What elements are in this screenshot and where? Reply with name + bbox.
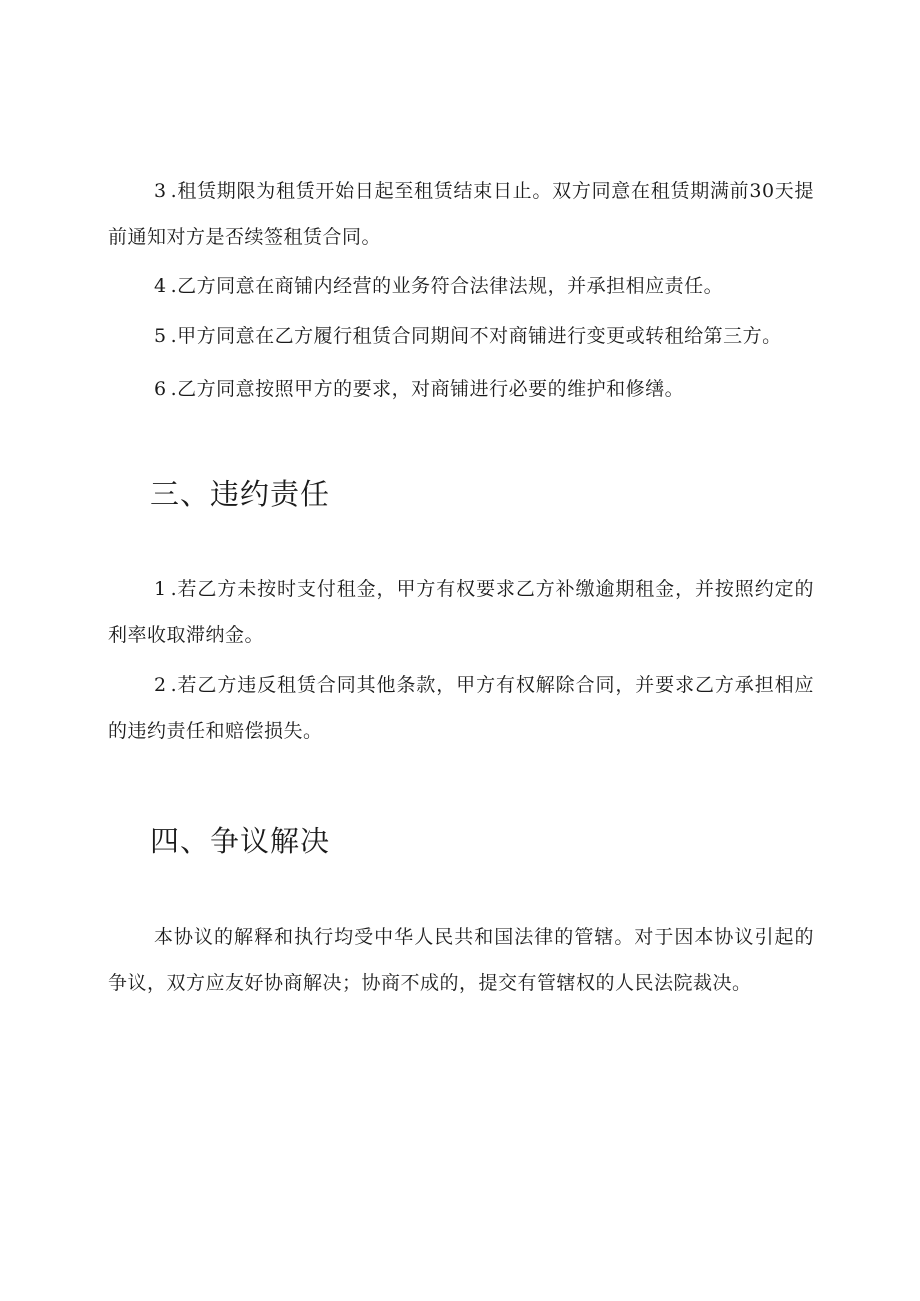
breach-clause-2 <box>108 662 814 754</box>
clause-number: 6 <box>154 378 167 400</box>
clause-number: 2 <box>154 674 167 696</box>
clause-text: .乙方同意按照甲方的要求，对商铺进行必要的维护和修缮。 <box>170 378 685 400</box>
clause-number: 3 <box>154 180 167 202</box>
clause-number: 4 <box>154 275 167 297</box>
breach-clause-1 <box>108 566 814 658</box>
clause-5 <box>108 313 814 359</box>
section-heading-dispute: 四、争议解决 <box>150 824 331 858</box>
clause-4 <box>108 263 814 309</box>
clause-number: 1 <box>154 578 167 600</box>
clause-text: .甲方同意在乙方履行租赁合同期间不对商铺进行变更或转租给第三方。 <box>170 325 782 347</box>
clause-number: 5 <box>154 325 167 347</box>
clause-text: .乙方同意在商铺内经营的业务符合法律法规，并承担相应责任。 <box>170 275 724 297</box>
section-heading-breach: 三、违约责任 <box>150 477 331 511</box>
clause-3 <box>108 168 814 260</box>
clause-6 <box>108 366 814 412</box>
clause-text: .若乙方违反租赁合同其他条款，甲方有权解除合同，并要求乙方承担相应的违约责任和赔偿损失。 <box>108 674 814 742</box>
dispute-paragraph: 本协议的解释和执行均受中华人民共和国法律的管辖。对于因本协议引起的争议，双方应友好协商解决；协商不成的，提交有管辖权的人民法院裁决。 <box>108 926 814 994</box>
clause-text: .租赁期限为租赁开始日起至租赁结束日止。双方同意在租赁期满前30天提前通知对方是否续签租赁合同。 <box>108 180 814 248</box>
clause-text: .若乙方未按时支付租金，甲方有权要求乙方补缴逾期租金，并按照约定的利率收取滞纳金。 <box>108 578 814 646</box>
